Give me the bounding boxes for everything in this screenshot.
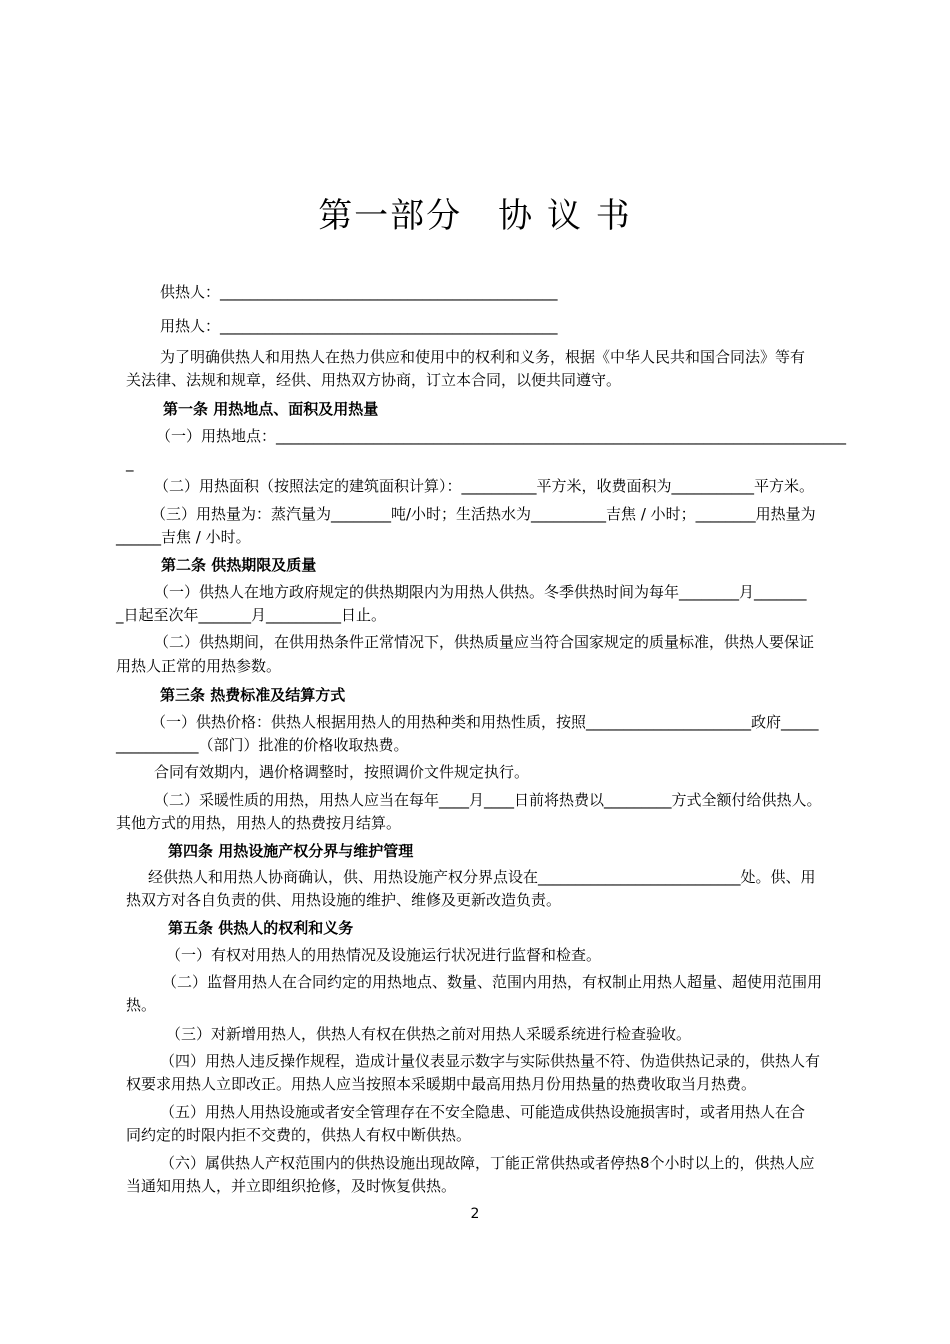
article-5-item-2-cont: 热。 [126, 996, 157, 1014]
article-5-item-3: （三）对新增用热人，供热人有权在供热之前对用热人采暖系统进行检查验收。 [166, 1025, 692, 1043]
heat-supplier-line: 供热人：_____________________________________________ [160, 283, 558, 301]
article-1-item-1-cont: _ [126, 454, 134, 472]
article-4-para: 经供热人和用热人协商确认，供、用热设施产权分界点设在___________________________处。供、用 [148, 868, 816, 886]
article-1-item-1: （一）用热地点：____________________________________________________________________________ [156, 427, 847, 445]
preamble-line-1: 为了明确供热人和用热人在热力供应和使用中的权利和义务，根据《中华人民共和国合同法》等有 [160, 348, 806, 366]
article-5-item-1: （一）有权对用热人的用热情况及设施运行状况进行监督和检查。 [166, 946, 602, 964]
article-5-item-4: （四）用热人违反操作规程，造成计量仪表显示数字与实际供热量不符、伪造供热记录的，供热人有 [160, 1052, 821, 1070]
preamble-line-2: 关法律、法规和规章，经供、用热双方协商，订立本合同，以便共同遵守。 [126, 371, 622, 389]
page-number: 2 [470, 1206, 480, 1222]
article-1-item-3: （三）用热量为：蒸汽量为________吨/小时；生活热水为__________吉焦 / 小时；________用热量为 [151, 505, 816, 523]
article-5-item-5: （五）用热人用热设施或者安全管理存在不安全隐患、可能造成供热设施损害时，或者用热人在合 [160, 1103, 806, 1121]
article-4-para-cont: 热双方对各自负责的供、用热设施的维护、维修及更新改造负责。 [126, 891, 562, 909]
article-3-item-2: （二）采暖性质的用热，用热人应当在每年____月____日前将热费以_________方式全额付给供热人。 [154, 791, 822, 809]
article-5-item-2: （二）监督用热人在合同约定的用热地点、数量、范围内用热，有权制止用热人超量、超使用范围用 [162, 973, 823, 991]
article-2-heading: 第二条 供热期限及质量 [161, 556, 317, 574]
article-5-item-5-cont: 同约定的时限内拒不交费的，供热人有权中断供热。 [126, 1126, 472, 1144]
article-5-heading: 第五条 供热人的权利和义务 [168, 919, 354, 937]
article-2-item-2-cont: 用热人正常的用热参数。 [116, 657, 282, 675]
article-5-item-6: （六）属供热人产权范围内的供热设施出现故障，丁能正常供热或者停热8个小时以上的，供热人应 [160, 1154, 815, 1172]
article-2-item-1: （一）供热人在地方政府规定的供热期限内为用热人供热。冬季供热时间为每年________月_______ [154, 583, 807, 601]
article-2-item-1-cont: _日起至次年_______月__________日止。 [116, 606, 387, 624]
page-title: 第一部分 协 议 书 [318, 196, 632, 236]
article-4-heading: 第四条 用热设施产权分界与维护管理 [168, 842, 414, 860]
article-5-item-6-cont: 当通知用热人，并立即组织抢修，及时恢复供热。 [126, 1177, 457, 1195]
article-1-item-3-cont: ______吉焦 / 小时。 [116, 528, 251, 546]
article-3-item-1: （一）供热价格：供热人根据用热人的用热种类和用热性质，按照______________________政府_____ [151, 713, 819, 731]
article-2-item-2: （二）供热期间，在供用热条件正常情况下，供热质量应当符合国家规定的质量标准，供热人要保证 [154, 633, 815, 651]
article-5-item-4-cont: 权要求用热人立即改正。用热人应当按照本采暖期中最高用热月份用热量的热费收取当月热费。 [126, 1075, 757, 1093]
article-3-heading: 第三条 热费标准及结算方式 [160, 686, 346, 704]
article-3-item-1-cont: ___________（部门）批准的价格收取热费。 [116, 736, 409, 754]
heat-user-line: 用热人：_____________________________________________ [160, 317, 558, 335]
article-1-heading: 第一条 用热地点、面积及用热量 [163, 400, 379, 418]
article-3-price-adjust: 合同有效期内，遇价格调整时，按照调价文件规定执行。 [154, 763, 530, 781]
article-1-item-2: （二）用热面积（按照法定的建筑面积计算）：__________平方米，收费面积为___________平方米。 [154, 477, 815, 495]
article-3-item-2-cont: 其他方式的用热，用热人的热费按月结算。 [116, 814, 402, 832]
